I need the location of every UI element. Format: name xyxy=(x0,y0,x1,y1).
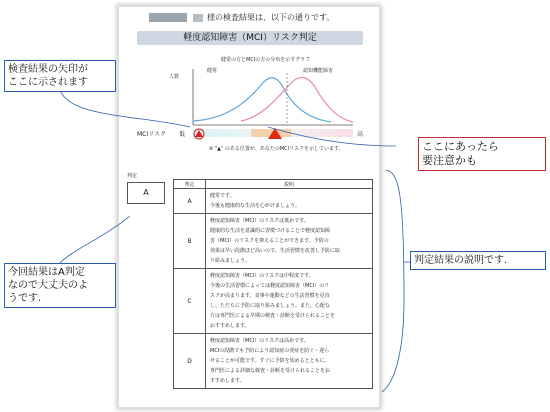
description-line: 健常です。 xyxy=(210,193,235,199)
distribution-chart xyxy=(131,55,369,167)
callout-explain-note xyxy=(410,251,546,270)
table-row xyxy=(174,189,373,214)
table-header-grade: 判定 xyxy=(174,180,206,189)
grade-cell: C xyxy=(174,269,206,334)
risk-axis-label: MCIリスク xyxy=(137,131,167,138)
bracket-explain xyxy=(382,170,404,392)
callout-arrow-line-2: ここに示されます xyxy=(8,77,88,88)
callout-result-line-1: 今回結果はA判定 xyxy=(8,267,85,278)
page-title: 軽度認知障害（MCI）リスク判定 xyxy=(137,31,363,45)
judgement-table xyxy=(173,179,373,389)
redacted-name xyxy=(149,13,187,22)
description-line: せることが可能です。すぐに予防を始めるとともに、 xyxy=(210,358,330,364)
description-cell xyxy=(206,334,373,389)
grade-cell: B xyxy=(174,214,206,269)
mci-label: 認知機能障害 xyxy=(303,68,334,74)
description-line: スクが高まります。食事や運動などの生活習慣を見直 xyxy=(210,293,330,299)
header-line xyxy=(149,12,334,23)
description-line: 今後も健康的な生活を心がけましょう。 xyxy=(210,203,301,209)
risk-high-label: 高 xyxy=(357,131,364,138)
report-page xyxy=(118,6,380,408)
grade-cell: D xyxy=(174,334,206,389)
description-line: し、ただちに予防に取り組みましょう。また、心配な xyxy=(210,303,331,309)
callout-caution-line-2: 要注意かも xyxy=(422,154,477,167)
description-cell xyxy=(206,214,373,269)
normal-label: 健常 xyxy=(207,68,218,74)
description-line: 健康的な生活を意識的に習慣づけることで軽度認知障 xyxy=(210,228,331,234)
table-row xyxy=(174,334,373,389)
table-header-row xyxy=(174,180,373,189)
verdict-value: A xyxy=(127,182,165,204)
callout-arrow-line-1: 検査結果の矢印が xyxy=(8,64,88,75)
verdict-label: 判定 xyxy=(127,173,138,179)
y-axis-label: 人数 xyxy=(169,74,180,80)
description-line: 今後の生活習慣によっては軽度認知障害（MCI）のリ xyxy=(210,283,330,289)
callout-result-line-2: なので大丈夫のよ xyxy=(8,280,88,291)
chart-note: ※ "▲" のある位置が、あなたのMCIリスクを示しています。 xyxy=(209,146,344,152)
description-line: 軽度認知障害（MCI）のリスクは低めです。 xyxy=(210,218,309,224)
description-line: 専門医による詳細な検査・診断を受けられることをお xyxy=(210,368,331,374)
description-line: すすめします。 xyxy=(210,378,245,384)
description-line: 害（MCI）のリスクを抑えることができます。予防の xyxy=(210,238,329,244)
callout-result-note xyxy=(4,263,116,308)
table-row xyxy=(174,269,373,334)
description-line: り組みましょう。 xyxy=(210,258,251,264)
description-line: 軽度認知障害（MCI）のリスクは中程度です。 xyxy=(210,273,314,279)
description-line: MCIの段階でも予防により認知症の発症を防ぐ・遅ら xyxy=(210,348,330,354)
chart-caption: 健常の方とMCIの方の分布を示すグラフ xyxy=(221,57,311,63)
callout-arrow-note xyxy=(4,60,116,92)
description-cell xyxy=(206,189,373,214)
callout-caution-note xyxy=(418,137,546,171)
callout-result-line-3: うです. xyxy=(8,293,42,304)
description-line: おすすめします。 xyxy=(210,323,250,329)
description-cell xyxy=(206,269,373,334)
callout-explain-line-1: 判定結果の説明です. xyxy=(414,255,508,266)
grade-cell: A xyxy=(174,189,206,214)
description-line: 効果は早い段階ほど高いので、生活習慣を改善し予防に取 xyxy=(210,248,340,254)
table-header-desc: 説明 xyxy=(206,180,373,189)
table-row xyxy=(174,214,373,269)
redacted-name-2 xyxy=(193,14,203,22)
risk-low-label: 低 xyxy=(179,131,186,138)
description-line: 方は専門医による早期の検査・診断を受けられることを xyxy=(210,313,336,319)
mci-curve xyxy=(241,77,353,122)
header-text: 様の検査結果は、以下の通りです。 xyxy=(207,13,335,22)
description-line: 軽度認知障害（MCI）のリスクは高めです。 xyxy=(210,338,309,344)
judgement-table-body xyxy=(174,189,373,389)
normal-curve xyxy=(193,78,331,122)
callout-caution-line-1: ここにあったら xyxy=(422,140,499,153)
